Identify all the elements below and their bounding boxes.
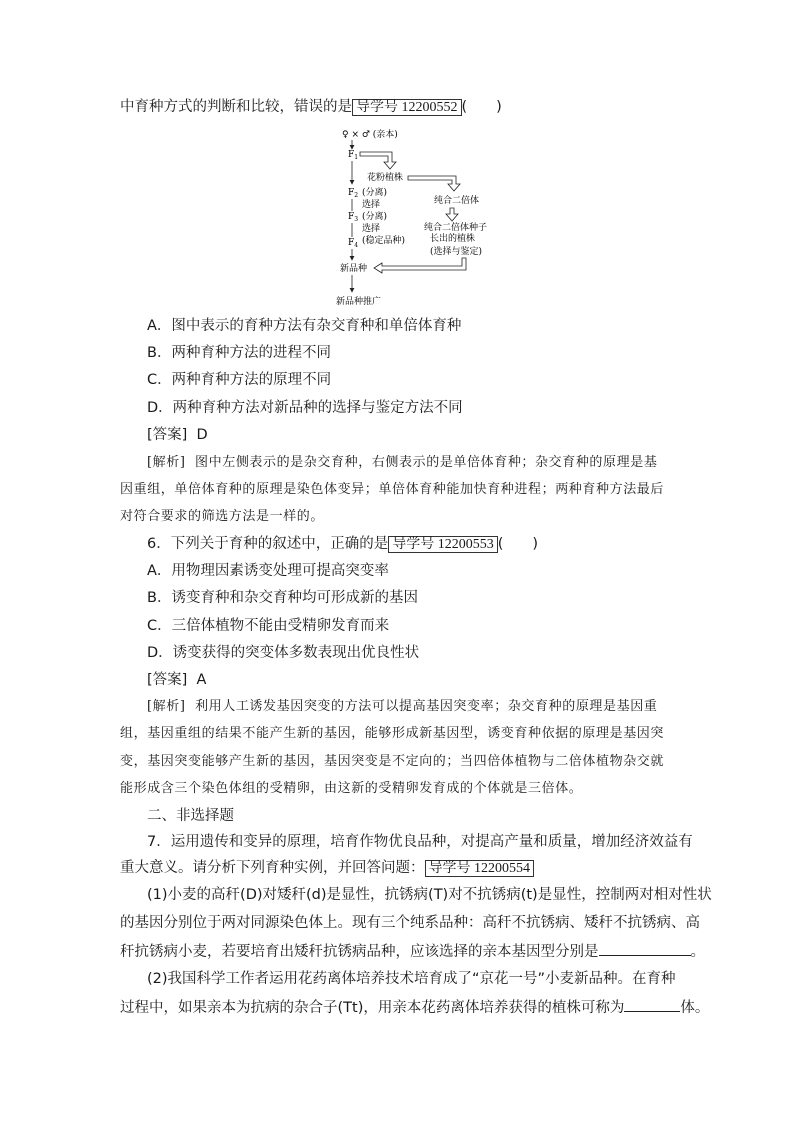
f3-note: (分离) — [362, 212, 388, 222]
q6-answer — [147, 670, 206, 690]
q6-option-c: C．三倍体植物不能由受精卵发育而来 — [147, 618, 390, 634]
q6-option-d: D．诱变获得的突变体多数表现出优良性状 — [147, 645, 420, 661]
hollow-arrow-pollen-diploid — [408, 176, 460, 191]
new-variety-label: 新品种 — [340, 264, 368, 274]
seeds-label-1: 纯合二倍体种子 — [424, 223, 488, 233]
q5-analysis-line-1: [解析] 图中左侧表示的是杂交育种，右侧表示的是单倍体育种；杂交育种的原理是基 — [147, 455, 658, 470]
f2-note: (分离) — [362, 188, 388, 198]
q6-analysis-label: [解析] — [147, 699, 186, 714]
q6-answer-label: [答案] — [147, 672, 188, 688]
q6-paren: ( ) — [497, 536, 539, 552]
f2-label: $F_2$ — [348, 188, 359, 199]
q6-analysis-line-4: 能形成含三个染色体组的受精卵，由这新的受精卵发育成的个体就是三倍体。 — [120, 781, 583, 796]
q5-ref-box: 导学号 12200552 — [352, 99, 462, 116]
q5-analysis-line-3: 对符合要求的筛选方法是一样的。 — [120, 509, 325, 524]
q7-ref-box: 导学号 12200554 — [425, 860, 535, 877]
q6-ref-box: 导学号 12200553 — [388, 536, 498, 553]
q5-option-a: A．图中表示的育种方法有杂交育种和单倍体育种 — [147, 318, 462, 334]
f3-label: $F_3$ — [348, 212, 359, 223]
q7-line-2: 重大意义。请分析下列育种实例，并回答问题： 导学号 12200554 — [120, 858, 534, 878]
q6-stem — [147, 534, 538, 554]
q5-analysis-label: [解析] — [147, 455, 186, 470]
hollow-arrow-to-new-variety — [374, 258, 466, 273]
q5-option-d: D．两种育种方法对新品种的选择与鉴定方法不同 — [147, 400, 463, 416]
q6-analysis-line-1: [解析] 利用人工诱发基因突变的方法可以提高基因突变率；杂交育种的原理是基因重 — [147, 699, 658, 714]
stable-note: (稳定品种) — [362, 236, 406, 246]
q5-answer-value: D — [196, 427, 208, 443]
select-1: 选择 — [362, 200, 381, 210]
q6-stem-text: 6．下列关于育种的叙述中，正确的是 — [147, 536, 389, 552]
breeding-diagram — [330, 124, 510, 308]
q7-p1-line-1: (1)小麦的高秆(D)对矮秆(d)是显性，抗锈病(T)对不抗锈病(t)是显性，控制两对相对性状 — [147, 887, 712, 903]
section-heading: 二、非选择题 — [147, 808, 234, 824]
q5-option-c: C．两种育种方法的原理不同 — [147, 372, 332, 388]
q5-answer — [147, 425, 208, 445]
q5-stem-text: 中育种方式的判断和比较，错误的是 — [120, 99, 352, 115]
select-identify-label: (选择与鉴定) — [430, 247, 483, 257]
q5-answer-label: [答案] — [147, 427, 188, 443]
hollow-arrow-diploid-seeds — [446, 208, 458, 221]
q6-option-b: B．诱变育种和杂交育种均可形成新的基因 — [147, 590, 418, 606]
seeds-label-2: 长出的植株 — [430, 234, 476, 244]
q7-p1-line-2: 的基因分别位于两对同源染色体上。现有三个纯系品种：高秆不抗锈病、矮秆不抗锈病、高 — [120, 915, 700, 931]
q6-analysis-line-2: 组，基因重组的结果不能产生新的基因，能够形成新基因型，诱变育种依据的原理是基因突 — [120, 726, 665, 741]
q6-analysis-line-3: 变，基因突变能够产生新的基因，基因突变是不定向的；当四倍体植物与二倍体植物杂交就 — [120, 754, 665, 769]
answer-blank-2[interactable] — [624, 997, 680, 1012]
q7-p2-line-2: 过程中，如果亲本为抗病的杂合子(Tt)，用亲本花药离体培养获得的植株可称为 体。 — [120, 997, 709, 1018]
pollen-label: 花粉植株 — [367, 173, 404, 183]
q5-paren: ( ) — [461, 99, 502, 115]
q7-p1-line-3: 秆抗锈病小麦，若要培育出矮秆抗锈病品种，应该选择的亲本基因型分别是 。 — [120, 941, 705, 962]
diploid-label: 纯合二倍体 — [434, 196, 480, 206]
q6-option-a: A．用物理因素诱变处理可提高突变率 — [147, 563, 389, 579]
q5-stem — [120, 97, 502, 117]
answer-blank-1[interactable] — [599, 941, 691, 956]
q6-answer-value: A — [196, 672, 207, 688]
q7-p2-line-1: (2)我国科学工作者运用花药离体培养技术培育成了“京花一号”小麦新品种。在育种 — [147, 971, 676, 987]
parents-label: ♀ × ♂ (亲本) — [342, 130, 398, 140]
f1-label: $F_1$ — [348, 150, 359, 161]
hollow-arrow-f1-pollen — [360, 152, 396, 169]
q7-line-1: 7．运用遗传和变异的原理，培育作物优良品种，对提高产量和质量，增加经济效益有 — [147, 834, 693, 850]
q5-analysis-line-2: 因重组，单倍体育种的原理是染色体变异；单倍体育种能加快育种进程；两种育种方法最后 — [120, 482, 665, 497]
f4-label: $F_4$ — [348, 238, 359, 249]
q5-option-b: B．两种育种方法的进程不同 — [147, 345, 331, 361]
promote-label: 新品种推广 — [336, 297, 382, 307]
select-2: 选择 — [362, 224, 381, 234]
